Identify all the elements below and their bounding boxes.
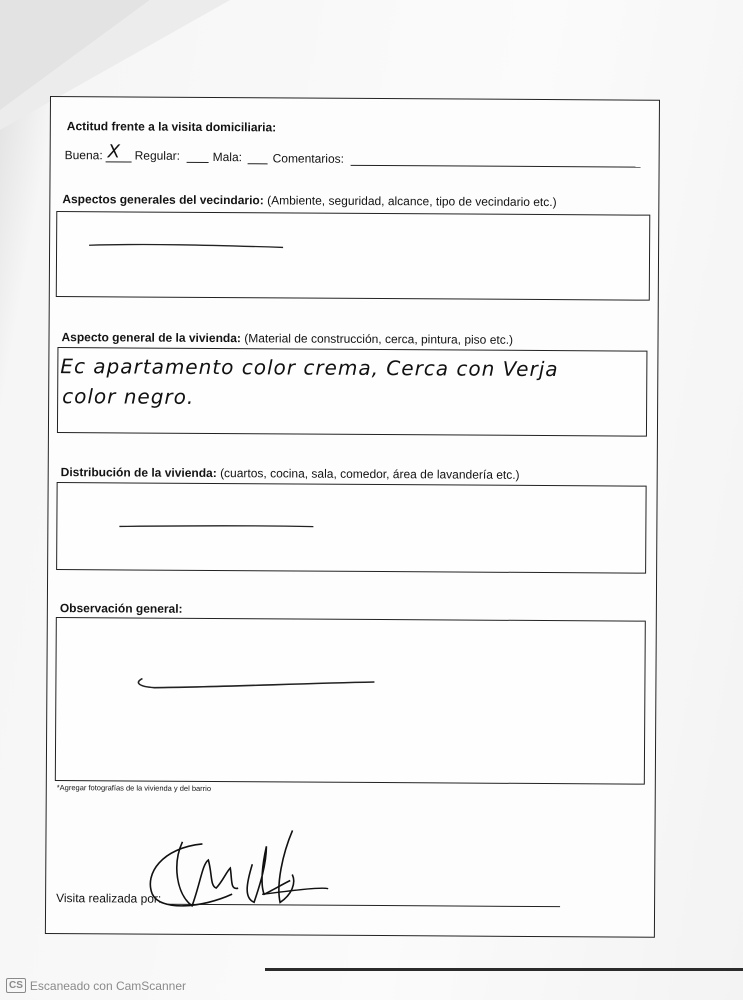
distribution-heading: Distribución de la vivienda: (cuartos, cocina, sala, comedor, área de lavandería etc.) — [60, 465, 520, 482]
distribution-answer-box[interactable] — [56, 482, 647, 574]
neighborhood-hint: (Ambiente, seguridad, alcance, tipo de vecindario etc.) — [267, 193, 557, 210]
distribution-pen-dash — [117, 521, 317, 532]
page-bottom-edge — [265, 968, 743, 971]
camscanner-text: Escaneado con CamScanner — [29, 978, 186, 993]
dwelling-answer-box[interactable] — [57, 347, 648, 437]
buena-check-mark: X — [107, 141, 122, 163]
attitude-buena-label: Buena: — [64, 148, 103, 163]
home-visit-form — [45, 96, 660, 938]
observation-heading: Observación general: — [59, 601, 183, 616]
dwelling-heading: Aspecto general de la vivienda: (Material de construcción, cerca, pintura, piso etc.) — [61, 330, 514, 347]
observation-pen-stroke — [134, 675, 384, 697]
neighborhood-pen-dash — [87, 240, 287, 251]
neighborhood-heading: Aspectos generales del vecindario: (Ambiente, seguridad, alcance, tipo de vecindario etc.) — [62, 192, 557, 210]
observation-answer-box[interactable] — [55, 617, 646, 785]
dwelling-answer-line-1: Ec apartamento color crema, Cerca con Verja — [60, 354, 559, 382]
photos-footnote: *Agregar fotografías de la vivienda y del barrio — [56, 783, 212, 793]
dwelling-hint: (Material de construcción, cerca, pintura, piso etc.) — [244, 331, 514, 347]
attitude-mala-label: Mala: — [212, 149, 243, 165]
attitude-heading: Actitud frente a la visita domiciliaria: — [66, 119, 277, 135]
comments-blank[interactable] — [351, 165, 641, 168]
camscanner-logo-icon: CS — [6, 978, 26, 993]
regular-blank[interactable] — [187, 162, 209, 163]
visit-by-label: Visita realizada por: — [56, 891, 162, 906]
mala-blank[interactable] — [248, 163, 268, 164]
comments-label: Comentarios: — [272, 151, 345, 166]
handwritten-signature — [142, 824, 333, 925]
distribution-hint: (cuartos, cocina, sala, comedor, área de lavandería etc.) — [220, 466, 520, 482]
camscanner-watermark — [6, 978, 186, 993]
dwelling-answer-line-2: color negro. — [62, 384, 195, 409]
attitude-regular-label: Regular: — [134, 148, 181, 163]
neighborhood-answer-box[interactable] — [56, 211, 651, 301]
